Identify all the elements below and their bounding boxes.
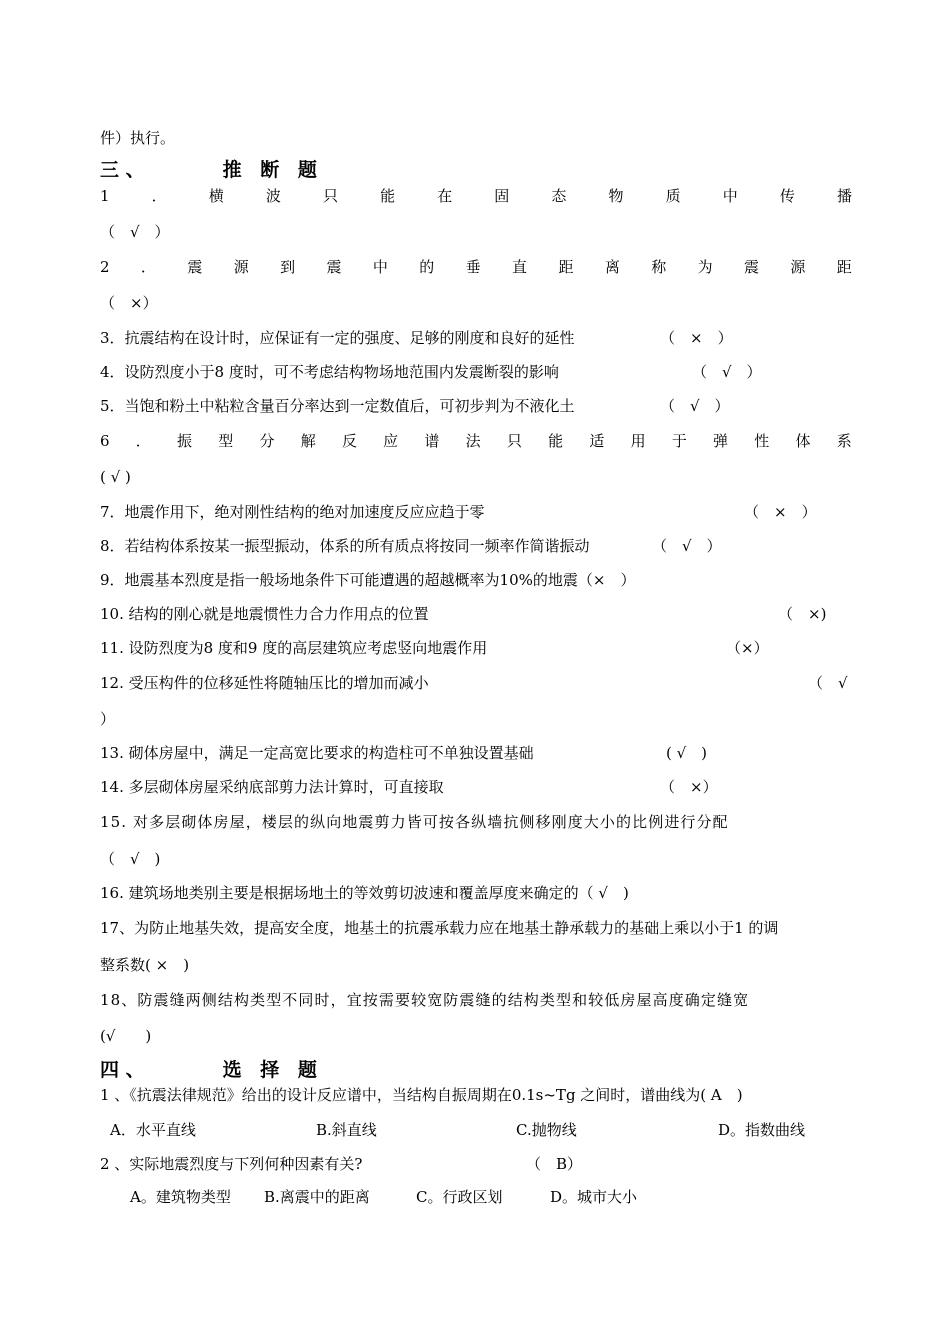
question-13-answer: ( √ ) — [666, 744, 708, 762]
intro-tail: 件）执行。 — [100, 129, 176, 147]
question-11-text: 11. 设防烈度为8 度和9 度的高层建筑应考虑竖向地震作用 — [100, 639, 488, 657]
question-18-answer: (√ ) — [100, 1027, 152, 1045]
question-7-text: 7．地震作用下，绝对刚性结构的绝对加速度反应应趋于零 — [100, 503, 485, 521]
q1-char: 只 — [322, 187, 338, 205]
q2-char: 震 — [744, 258, 760, 276]
q1-char: 中 — [722, 187, 738, 205]
question-5-text: 5．当饱和粉土中粘粒含量百分率达到一定数值后，可初步判为不液化土 — [100, 397, 575, 415]
choice-2 — [100, 1154, 852, 1174]
q6-char: 分 — [259, 432, 275, 450]
question-17-cont: 整系数( × ) — [100, 956, 190, 974]
question-12 — [100, 673, 852, 693]
question-7-answer: （ × ） — [744, 503, 817, 521]
q2-char: 2 — [100, 258, 110, 276]
q6-char: ． — [135, 432, 151, 450]
q2-char: 为 — [697, 258, 713, 276]
q2-char: 的 — [419, 258, 435, 276]
question-13 — [100, 743, 852, 763]
choice-2-answer: （ B） — [526, 1155, 583, 1173]
question-17: 17、为防止地基失效，提高安全度，地基土的抗震承载力应在地基土静承载力的基础上乘以小于1 的调 — [100, 919, 779, 937]
q1-char: 能 — [380, 187, 396, 205]
question-14 — [100, 777, 852, 797]
q6-char: 只 — [506, 432, 522, 450]
choice-1: 1 、《抗震法律规范》给出的设计反应谱中，当结构自振周期在0.1s~Tg 之间时，谱曲线为( A ) — [100, 1086, 743, 1104]
q1-char: 质 — [665, 187, 681, 205]
q2-char: 震 — [326, 258, 342, 276]
question-3-answer: （ × ） — [660, 329, 733, 347]
q2-char: 到 — [280, 258, 296, 276]
question-1-answer: （ √ ） — [100, 223, 170, 241]
question-1 — [100, 186, 852, 206]
q1-char: 1 — [100, 187, 110, 205]
q6-char: 适 — [589, 432, 605, 450]
choice-2-option-b: B.离震中的距离 — [264, 1188, 370, 1206]
choice-2-option-d: D。城市大小 — [550, 1188, 638, 1206]
section-3-title: 推 断 题 — [222, 159, 323, 181]
q6-char: 弹 — [713, 432, 729, 450]
q1-char: 传 — [779, 187, 795, 205]
q1-char: 在 — [437, 187, 453, 205]
question-8-text: 8．若结构体系按某一振型振动，体系的所有质点将按同一频率作简谐振动 — [100, 537, 590, 555]
question-8-answer: （ √ ） — [652, 537, 722, 555]
q2-char: 距 — [558, 258, 574, 276]
q1-char: ． — [151, 187, 167, 205]
q1-char: 横 — [208, 187, 224, 205]
q6-char: 能 — [548, 432, 564, 450]
question-8 — [100, 536, 852, 556]
section-4-heading — [100, 1058, 323, 1082]
choice-2-text: 2 、实际地震烈度与下列何种因素有关? — [100, 1155, 363, 1173]
question-15: 15. 对多层砌体房屋，楼层的纵向地震剪力皆可按各纵墙抗侧移刚度大小的比例进行分配 — [100, 813, 729, 831]
question-10 — [100, 604, 852, 624]
question-18: 18、防震缝两侧结构类型不同时，宜按需要较宽防震缝的结构类型和较低房屋高度确定缝宽 — [100, 991, 750, 1009]
q6-char: 谱 — [424, 432, 440, 450]
q6-char: 解 — [300, 432, 316, 450]
question-2-answer: （ ×） — [100, 294, 158, 312]
section-3-number: 三 、 — [100, 159, 145, 181]
q2-char: 离 — [604, 258, 620, 276]
q1-char: 物 — [608, 187, 624, 205]
q2-char: 距 — [836, 258, 852, 276]
q6-char: 应 — [383, 432, 399, 450]
q6-char: 型 — [218, 432, 234, 450]
question-12-answer: （ √ — [808, 674, 848, 692]
question-3-text: 3．抗震结构在设计时，应保证有一定的强度、足够的刚度和良好的延性 — [100, 329, 575, 347]
choice-2-option-c: C。行政区划 — [416, 1188, 503, 1206]
q2-char: 称 — [651, 258, 667, 276]
q1-char: 播 — [836, 187, 852, 205]
question-4 — [100, 362, 852, 382]
question-12-answer-close: ） — [100, 710, 116, 728]
question-4-text: 4．设防烈度小于8 度时，可不考虑结构物场地范围内发震断裂的影响 — [100, 363, 559, 381]
question-10-text: 10. 结构的刚心就是地震惯性力合力作用点的位置 — [100, 605, 429, 623]
question-14-text: 14. 多层砌体房屋采纳底部剪力法计算时，可直接取 — [100, 778, 444, 796]
q6-char: 体 — [795, 432, 811, 450]
q1-char: 波 — [265, 187, 281, 205]
question-2 — [100, 257, 852, 277]
question-10-answer: （ ×) — [778, 605, 827, 623]
question-16: 16. 建筑场地类别主要是根据场地土的等效剪切波速和覆盖厚度来确定的（ √ ) — [100, 884, 629, 902]
question-5-answer: （ √ ） — [660, 397, 730, 415]
q6-char: 6 — [100, 432, 110, 450]
q6-char: 系 — [836, 432, 852, 450]
q6-char: 振 — [177, 432, 193, 450]
choice-1-option-a: A．水平直线 — [110, 1121, 196, 1139]
choice-1-option-c: C.抛物线 — [516, 1121, 577, 1139]
question-12-text: 12. 受压构件的位移延性将随轴压比的增加而减小 — [100, 674, 429, 692]
q6-char: 法 — [465, 432, 481, 450]
question-3 — [100, 328, 852, 348]
q6-char: 用 — [630, 432, 646, 450]
question-11-answer: （×） — [726, 639, 769, 657]
section-3-heading — [100, 158, 323, 182]
section-4-title: 选 择 题 — [222, 1059, 323, 1081]
question-15-answer: （ √ ) — [100, 850, 161, 868]
question-6 — [100, 431, 852, 451]
q1-char: 态 — [551, 187, 567, 205]
choice-2-option-a: A。建筑物类型 — [130, 1188, 231, 1206]
section-4-number: 四 、 — [100, 1059, 145, 1081]
question-9: 9．地震基本烈度是指一般场地条件下可能遭遇的超越概率为10%的地震（× ） — [100, 571, 636, 589]
question-5 — [100, 396, 852, 416]
q2-char: 源 — [233, 258, 249, 276]
q2-char: ． — [140, 258, 156, 276]
choice-1-option-d: D。指数曲线 — [718, 1121, 806, 1139]
q2-char: 震 — [187, 258, 203, 276]
question-11 — [100, 638, 852, 658]
q2-char: 中 — [372, 258, 388, 276]
q6-char: 性 — [754, 432, 770, 450]
question-6-answer: ( √ ) — [100, 468, 131, 486]
choice-2-options — [100, 1187, 852, 1207]
q6-char: 于 — [671, 432, 687, 450]
question-13-text: 13. 砌体房屋中，满足一定高宽比要求的构造柱可不单独设置基础 — [100, 744, 534, 762]
q1-char: 固 — [494, 187, 510, 205]
question-7 — [100, 502, 852, 522]
question-14-answer: （ ×） — [660, 778, 718, 796]
choice-1-options — [100, 1120, 852, 1140]
q6-char: 反 — [341, 432, 357, 450]
q2-char: 垂 — [465, 258, 481, 276]
q2-char: 源 — [790, 258, 806, 276]
choice-1-option-b: B.斜直线 — [316, 1121, 377, 1139]
q2-char: 直 — [512, 258, 528, 276]
question-4-answer: （ √ ） — [692, 363, 762, 381]
